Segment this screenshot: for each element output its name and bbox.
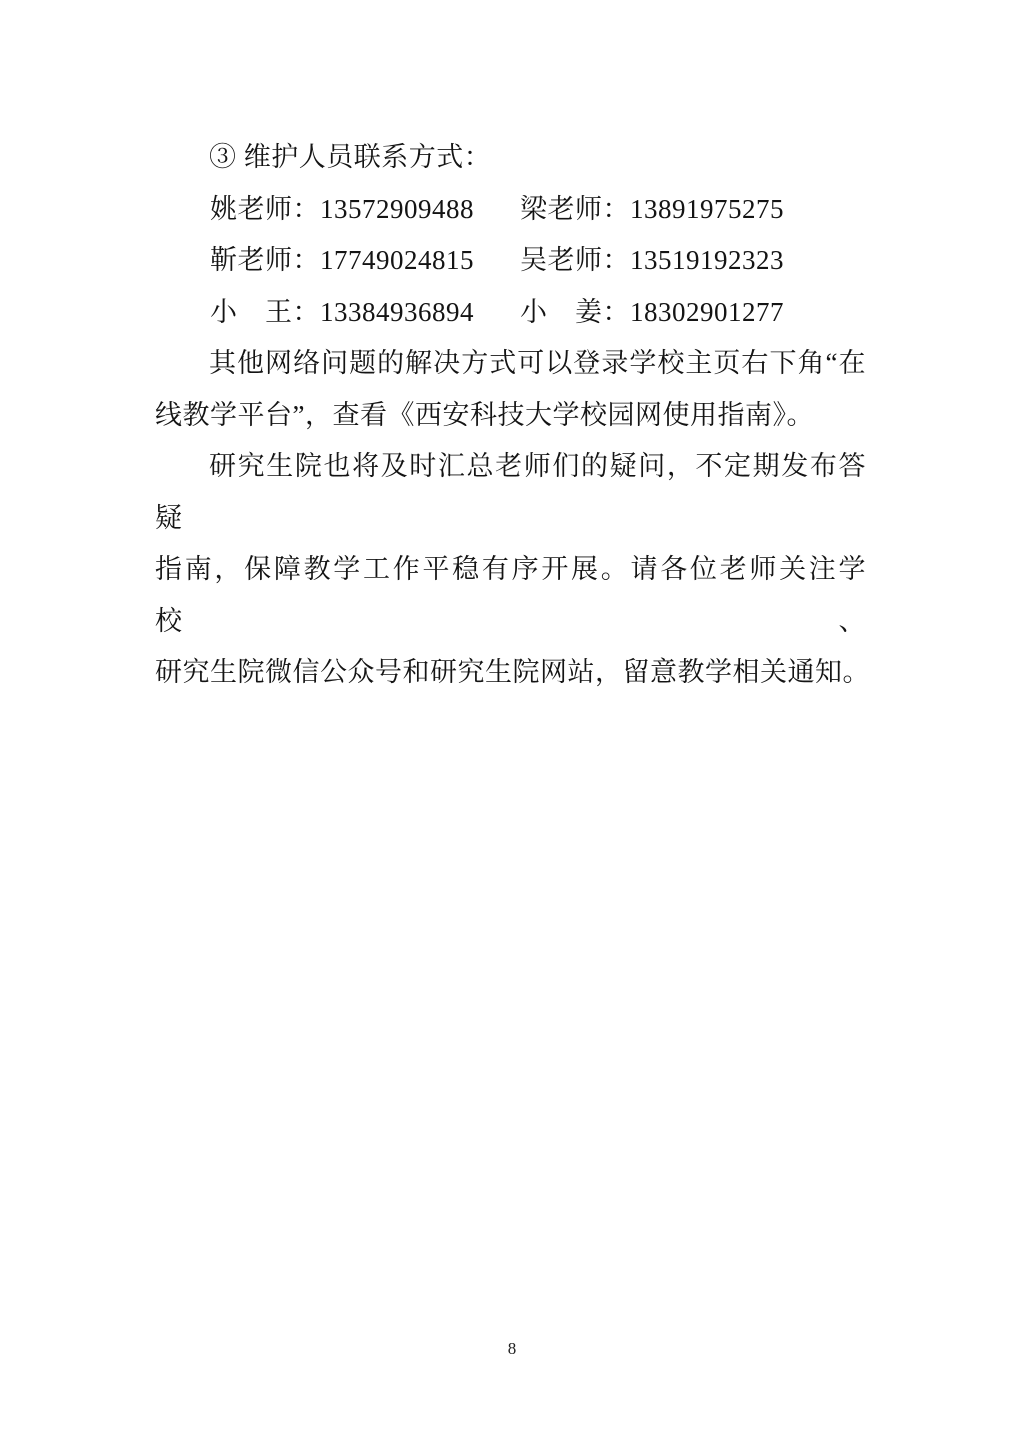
contact-entry: 吴老师：13519192323 — [520, 245, 784, 275]
contact-entry: 小 王：13384936894 — [210, 296, 474, 327]
contact-row — [155, 235, 866, 287]
page-number: 8 — [507, 1339, 517, 1358]
contact-entry: 小 姜：18302901277 — [520, 296, 784, 327]
contact-row — [155, 184, 866, 236]
contact-entry: 姚老师：13572909488 — [210, 193, 474, 224]
paragraph-line: 研究生院微信公众号和研究生院网站，留意教学相关通知。 — [155, 657, 870, 687]
paragraph — [155, 338, 866, 441]
paragraph — [155, 441, 870, 699]
paragraph-line: 研究生院也将及时汇总老师们的疑问，不定期发布答疑 — [155, 451, 866, 533]
contact-row — [155, 287, 866, 339]
paragraph-line: 其他网络问题的解决方式可以登录学校主页右下角“在 — [209, 348, 866, 378]
document-content — [155, 132, 870, 699]
paragraph-line: 指南，保障教学工作平稳有序开展。请各位老师关注学校、 — [155, 554, 866, 636]
paragraph-line: 线教学平台”，查看《西安科技大学校园网使用指南》。 — [155, 399, 814, 430]
contact-entry: 梁老师：13891975275 — [520, 193, 784, 224]
section-heading: ③ 维护人员联系方式： — [209, 142, 492, 172]
contact-entry: 靳老师：17749024815 — [210, 245, 474, 275]
